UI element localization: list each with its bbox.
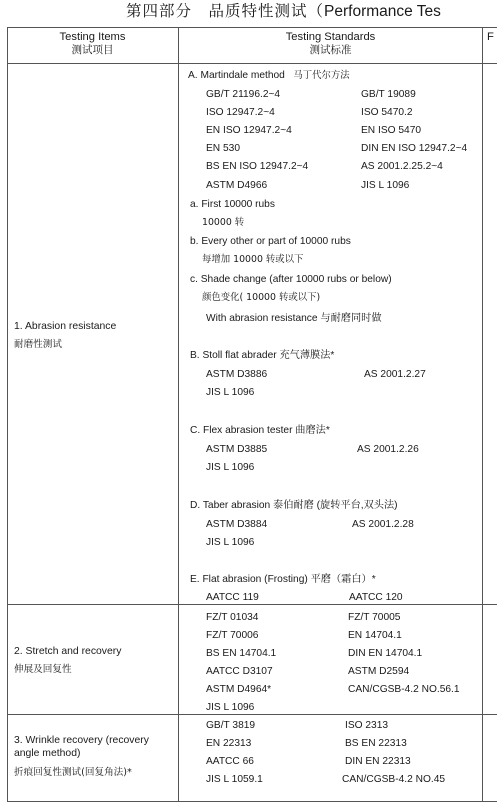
flex-title: C. Flex abrasion tester 曲磨法* [190, 425, 330, 436]
header-divider [7, 63, 497, 64]
header-col3-fragment: F [487, 31, 494, 43]
header-testing-items-zh: 测试项目 [71, 44, 114, 56]
wrinkle-std: GB/T 3819 [206, 720, 256, 731]
martindale-title: A. Martindale method 马丁代尔方法 [188, 70, 350, 81]
flex-std: JIS L 1096 [206, 462, 255, 473]
header-testing-items [7, 31, 178, 57]
martindale-std: ISO 5470.2 [361, 107, 413, 118]
item-abrasion-resistance [14, 318, 116, 354]
martindale-std: EN 530 [206, 143, 240, 154]
flat-abrasion-std: AATCC 120 [349, 592, 403, 603]
stretch-std: FZ/T 01034 [206, 612, 259, 623]
martindale-std: GB/T 21196.2~4 [206, 89, 281, 100]
stoll-std: AS 2001.2.27 [364, 369, 426, 380]
header-testing-items-en: Testing Items [59, 31, 126, 43]
sub-b-zh: 每增加 10000 转或以下 [202, 254, 304, 265]
sub-b-en: b. Every other or part of 10000 rubs [190, 236, 351, 247]
wrinkle-std: ISO 2313 [345, 720, 389, 731]
stretch-std: DIN EN 14704.1 [348, 648, 423, 659]
table-border-bottom [7, 801, 497, 802]
sub-a-en: a. First 10000 rubs [190, 199, 275, 210]
item-wrinkle-zh: 折痕回复性测试(回复角法)* [14, 767, 132, 778]
stretch-std: CAN/CGSB-4.2 NO.56.1 [348, 684, 460, 695]
sub-c-zh: 颜色变化( 10000 转或以下) [202, 292, 321, 303]
item-abrasion-en: 1. Abrasion resistance [14, 321, 117, 332]
flat-abrasion-std: AATCC 119 [206, 592, 259, 603]
wrinkle-std: DIN EN 22313 [345, 756, 411, 767]
stretch-std: BS EN 14704.1 [206, 648, 277, 659]
item-stretch-zh: 伸展及回复性 [14, 664, 72, 675]
with-abrasion-note: With abrasion resistance 与耐磨同时做 [206, 313, 382, 324]
wrinkle-std: EN 22313 [206, 738, 252, 749]
row-divider-1 [7, 604, 497, 605]
stoll-title: B. Stoll flat abrader 充气薄膜法* [190, 350, 335, 361]
taber-std: JIS L 1096 [206, 537, 255, 548]
item-wrinkle-en-1: 3. Wrinkle recovery (recovery [14, 735, 149, 746]
stretch-std: JIS L 1096 [206, 702, 255, 713]
martindale-std: BS EN ISO 12947.2~4 [206, 161, 309, 172]
martindale-std: ISO 12947.2~4 [206, 107, 275, 118]
wrinkle-std: BS EN 22313 [345, 738, 407, 749]
wrinkle-std: AATCC 66 [206, 756, 254, 767]
table-border-top [7, 27, 497, 28]
wrinkle-std: JIS L 1059.1 [206, 774, 263, 785]
stoll-std: ASTM D3886 [206, 369, 268, 380]
martindale-std: EN ISO 12947.2~4 [206, 125, 292, 136]
header-testing-standards-zh: 测试标准 [309, 44, 352, 56]
martindale-std: JIS L 1096 [361, 180, 410, 191]
martindale-std: AS 2001.2.25.2~4 [361, 161, 443, 172]
item-abrasion-zh: 耐磨性测试 [14, 339, 62, 350]
header-testing-standards-en: Testing Standards [285, 31, 376, 43]
row-divider-2 [7, 714, 497, 715]
flex-std: AS 2001.2.26 [357, 444, 419, 455]
item-wrinkle-recovery [14, 734, 174, 779]
column-divider-2 [482, 27, 483, 802]
header-testing-standards [179, 31, 482, 57]
stoll-std: JIS L 1096 [206, 387, 255, 398]
martindale-std: GB/T 19089 [361, 89, 416, 100]
taber-title: D. Taber abrasion 泰伯耐磨 (旋转平台,双头法) [190, 500, 398, 511]
stretch-std: FZ/T 70006 [206, 630, 259, 641]
sub-a-zh: 10000 转 [202, 217, 245, 228]
martindale-std: DIN EN ISO 12947.2~4 [361, 143, 468, 154]
item-wrinkle-en-2: angle method) [14, 748, 81, 759]
stretch-std: AATCC D3107 [206, 666, 273, 677]
wrinkle-std: CAN/CGSB-4.2 NO.45 [342, 774, 446, 785]
taber-std: ASTM D3884 [206, 519, 268, 530]
column-divider-1 [178, 27, 179, 802]
flat-abrasion-title: E. Flat abrasion (Frosting) 平磨（霜白）* [190, 574, 376, 585]
item-stretch-en: 2. Stretch and recovery [14, 646, 122, 657]
martindale-std: EN ISO 5470 [361, 125, 422, 136]
taber-std: AS 2001.2.28 [352, 519, 414, 530]
page-title-en: Performance Tes [324, 3, 441, 20]
table-border-left [7, 27, 8, 802]
stretch-std: EN 14704.1 [348, 630, 402, 641]
martindale-std: ASTM D4966 [206, 180, 268, 191]
page-title-cn: 第四部分 品质特性测试（ [126, 2, 325, 20]
stretch-std: ASTM D4964* [206, 684, 272, 695]
stretch-std: ASTM D2594 [348, 666, 410, 677]
standards-table [7, 27, 497, 803]
flex-std: ASTM D3885 [206, 444, 268, 455]
sub-c-en: c. Shade change (after 10000 rubs or below) [190, 274, 392, 285]
stretch-std: FZ/T 70005 [348, 612, 401, 623]
item-stretch-recovery [14, 643, 121, 679]
page-title [0, 0, 497, 22]
